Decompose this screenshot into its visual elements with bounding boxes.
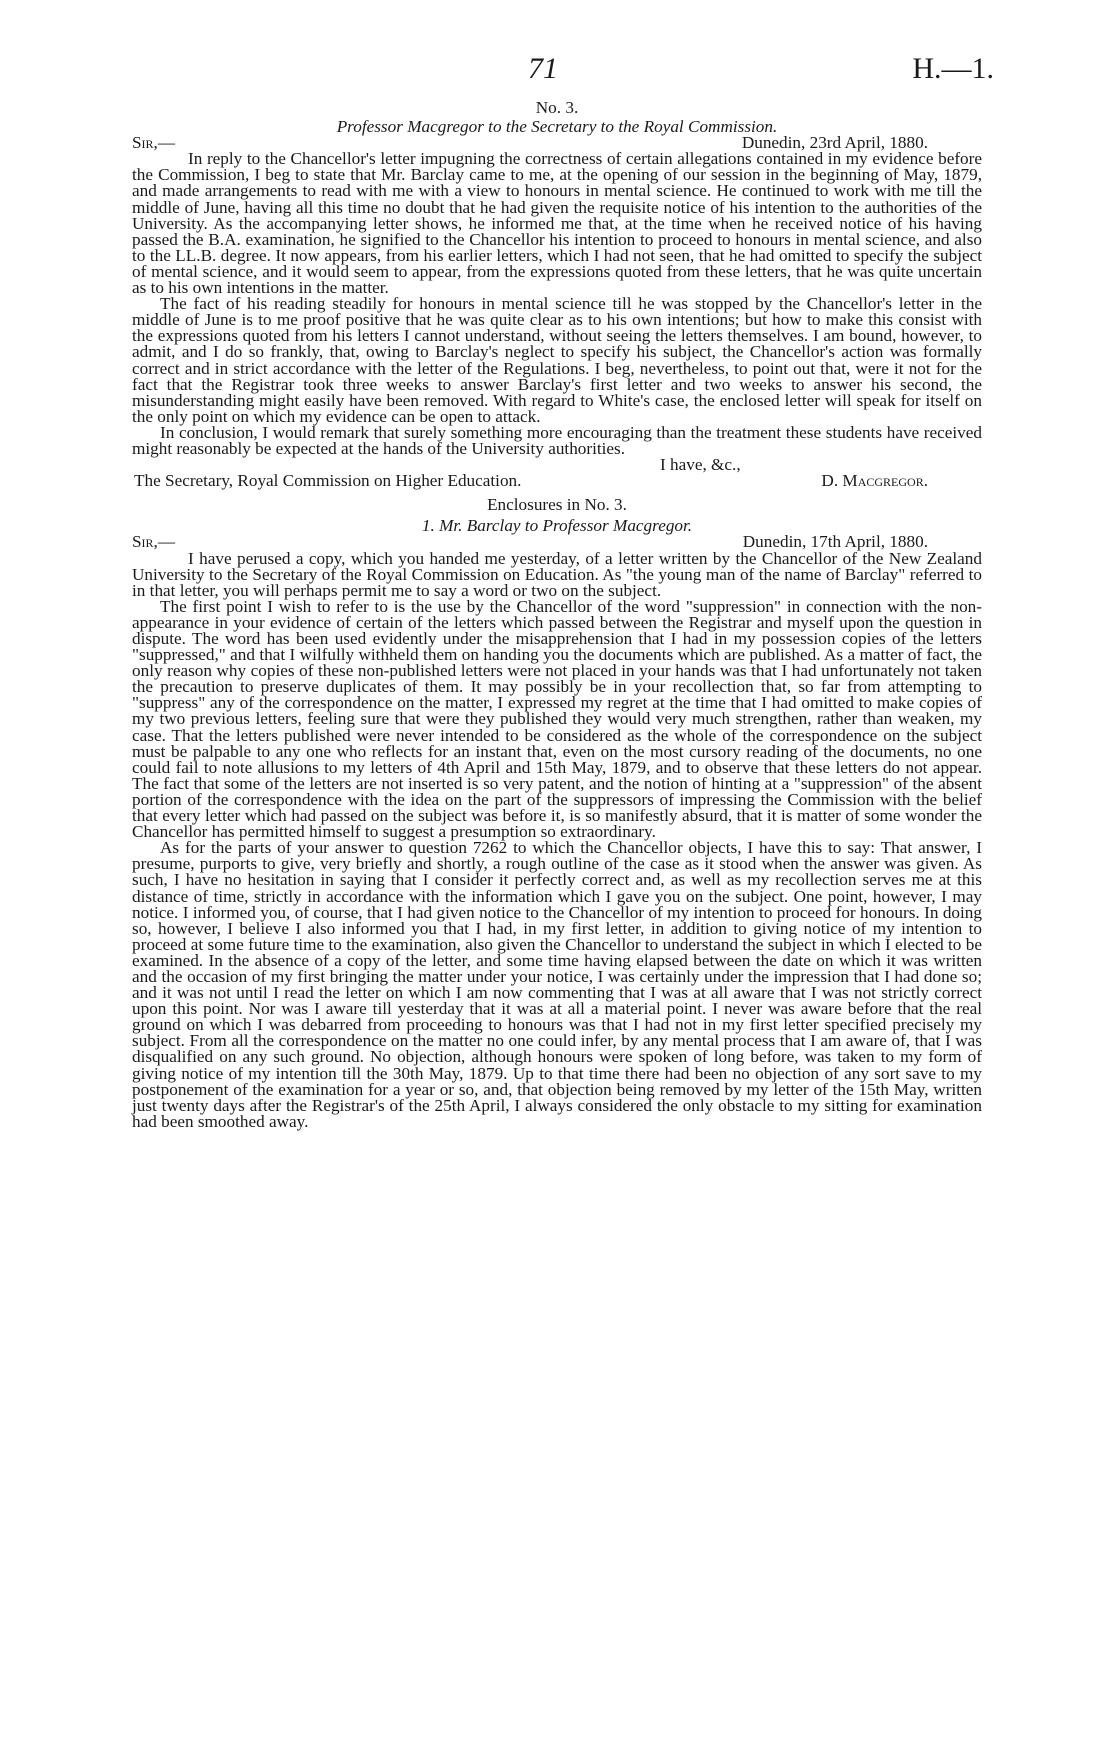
addressee-signature-row xyxy=(132,473,982,489)
letter-title: Professor Macgregor to the Secretary to the Royal Commission. xyxy=(336,117,778,137)
paragraph: In conclusion, I would remark that surely something more encouraging than the treatment these students have received might reasonably be expected at the hands of the University authorities. xyxy=(132,422,982,458)
letter-number: No. 3. xyxy=(535,98,579,117)
closing: I have, &c., xyxy=(660,455,741,475)
enclosure-title: 1. Mr. Barclay to Professor Macgregor. xyxy=(421,516,693,536)
page-header xyxy=(0,52,1114,92)
enclosure-salutation: Sir,— xyxy=(132,532,176,552)
paragraph: As for the parts of your answer to question 7262 to which the Chancellor objects, I have this to say: That answer, I presume, purports to give, very briefly and shortly, a rough outline of the case as it stood when the answer was given. As such, I have no hesitation in saying that I consider it perfectly correct and, as well as my recollection serves me at this distance of time, strictly in accordance with the information which I gave you on the subject. One point, however, I may notice. I informed you, of course, that I had given notice to the Chancellor of my intention to proceed for honours. In doing so, however, I believe I also informed you that I had, in my first letter, in addition to giving notice of my intention to proceed at some future time to the examination, also given the Chancellor to understand the subject in which I elected to be examined. In the absence of a copy of the letter, and some time having elapsed between the date on which it was written and the occasion of my first bringing the matter under your notice, I was certainly under the impression that I had done so; and it was not until I read the letter on which I am now commenting that I was at all aware that I was not strictly correct upon this point. Nor was I aware till yesterday that it was at all a material point. I never was aware before that the real ground on which I was debarred from proceeding to honours was that I had not in my first letter specified precisely my subject. From all the correspondence on the matter no one could infer, by any mental process that I am aware of, that I was disqualified on any such ground. No objection, although honours were spoken of long before, was taken to my form of giving notice of my intention till the 30th May, 1879. Up to that time there had been no objection of any sort save to my postponement of the examination for a year or so, and, that objection being removed by my letter of the 15th May, written just twenty days after the Registrar's of the 25th April, I always considered the only obstacle to my sitting for examination had been smoothed away. xyxy=(132,838,982,1131)
letter-date: Dunedin, 23rd April, 1880. xyxy=(741,133,928,153)
signature: D. Macgregor. xyxy=(821,471,928,491)
page-number: 71 xyxy=(528,52,558,85)
enclosures-heading: Enclosures in No. 3. xyxy=(487,495,627,515)
addressee: The Secretary, Royal Commission on Higher Education. xyxy=(134,471,522,491)
document-reference: H.—1. xyxy=(912,52,994,85)
paragraph: The first point I wish to refer to is the use by the Chancellor of the word "suppression" in connection with the non-appearance in your evidence of certain of the letters which passed between the Registrar and myself upon the question in dispute. The word has been used evidently under the misapprehension that I had in my possession copies of the letters "suppressed," and that I wilfully withheld them on handing you the documents which are published. As a matter of fact, the only reason why copies of these non-published letters were not placed in your hands was that I had unfortunately not taken the precaution to preserve duplicates of them. It may possibly be in your recollection that, so far from attempting to "suppress" any of the correspondence on the matter, I expressed my regret at the time that I had omitted to make copies of my two previous letters, feeling sure that were they published they would very much strengthen, rather than weaken, my case. That the letters published were never intended to be considered as the whole of the correspondence on the subject must be palpable to any one who reflects for an instant that, even on the most cursory reading of the documents, no one could fail to note allusions to my letters of 4th April and 15th May, 1879, and to observe that these letters do not appear. The fact that some of the letters are not inserted is so very patent, and the notion of hinting at a "suppression" of the absent portion of the correspondence with the idea on the part of the suppressors of impressing the Commission with the belief that every letter which had passed on the subject was before it, is so manifestly absurd, that it is matter of some wonder the Chancellor has permitted himself to suggest a presumption so extraordinary. xyxy=(132,596,982,842)
salutation: Sir,— xyxy=(132,133,176,153)
paragraph: The fact of his reading steadily for honours in mental science till he was stopped by the Chancellor's letter in the middle of June is to me proof positive that he was quite clear as to his own intentions; but how to make this consist with the expressions quoted from his letters I cannot understand, without seeing the letters themselves. I am bound, however, to admit, and I do so frankly, that, owing to Barclay's neglect to specify his subject, the Chancellor's action was formally correct and in strict accordance with the letter of the Regulations. I beg, nevertheless, to point out that, were it not for the fact that the Registrar took three weeks to answer Barclay's first letter and two weeks to answer his second, the misunderstanding might easily have been removed. With regard to White's case, the enclosed letter will speak for itself on the only point on which my evidence can be open to attack. xyxy=(132,294,982,426)
enclosure-date: Dunedin, 17th April, 1880. xyxy=(742,532,928,552)
paragraph: I have perused a copy, which you handed me yesterday, of a letter written by the Chancellor of the New Zealand University to the Secretary of the Royal Commission on Education. As "the young man of the name of Barclay" referred to in that letter, you will perhaps permit me to say a word or two on the subject. xyxy=(132,548,982,600)
page-body xyxy=(132,100,982,1130)
paragraph: In reply to the Chancellor's letter impugning the correctness of certain allegations contained in my evidence before the Commission, I beg to state that Mr. Barclay came to me, at the opening of our session in the beginning of May, 1879, and made arrangements to read with me with a view to honours in mental science. He continued to work with me till the middle of June, having all this time no doubt that he had given the requisite notice of his intention to the authorities of the University. As the accompanying letter shows, he informed me that, at the time when he received notice of his having passed the B.A. examination, he signified to the Chancellor his intention to proceed to honours in mental science, and also to the LL.B. degree. It now appears, from his earlier letters, which I had not seen, that he had omitted to specify the subject of mental science, and it would seem to appear, from the expressions quoted from these letters, that he was quite uncertain as to his own intentions in the matter. xyxy=(132,149,982,298)
